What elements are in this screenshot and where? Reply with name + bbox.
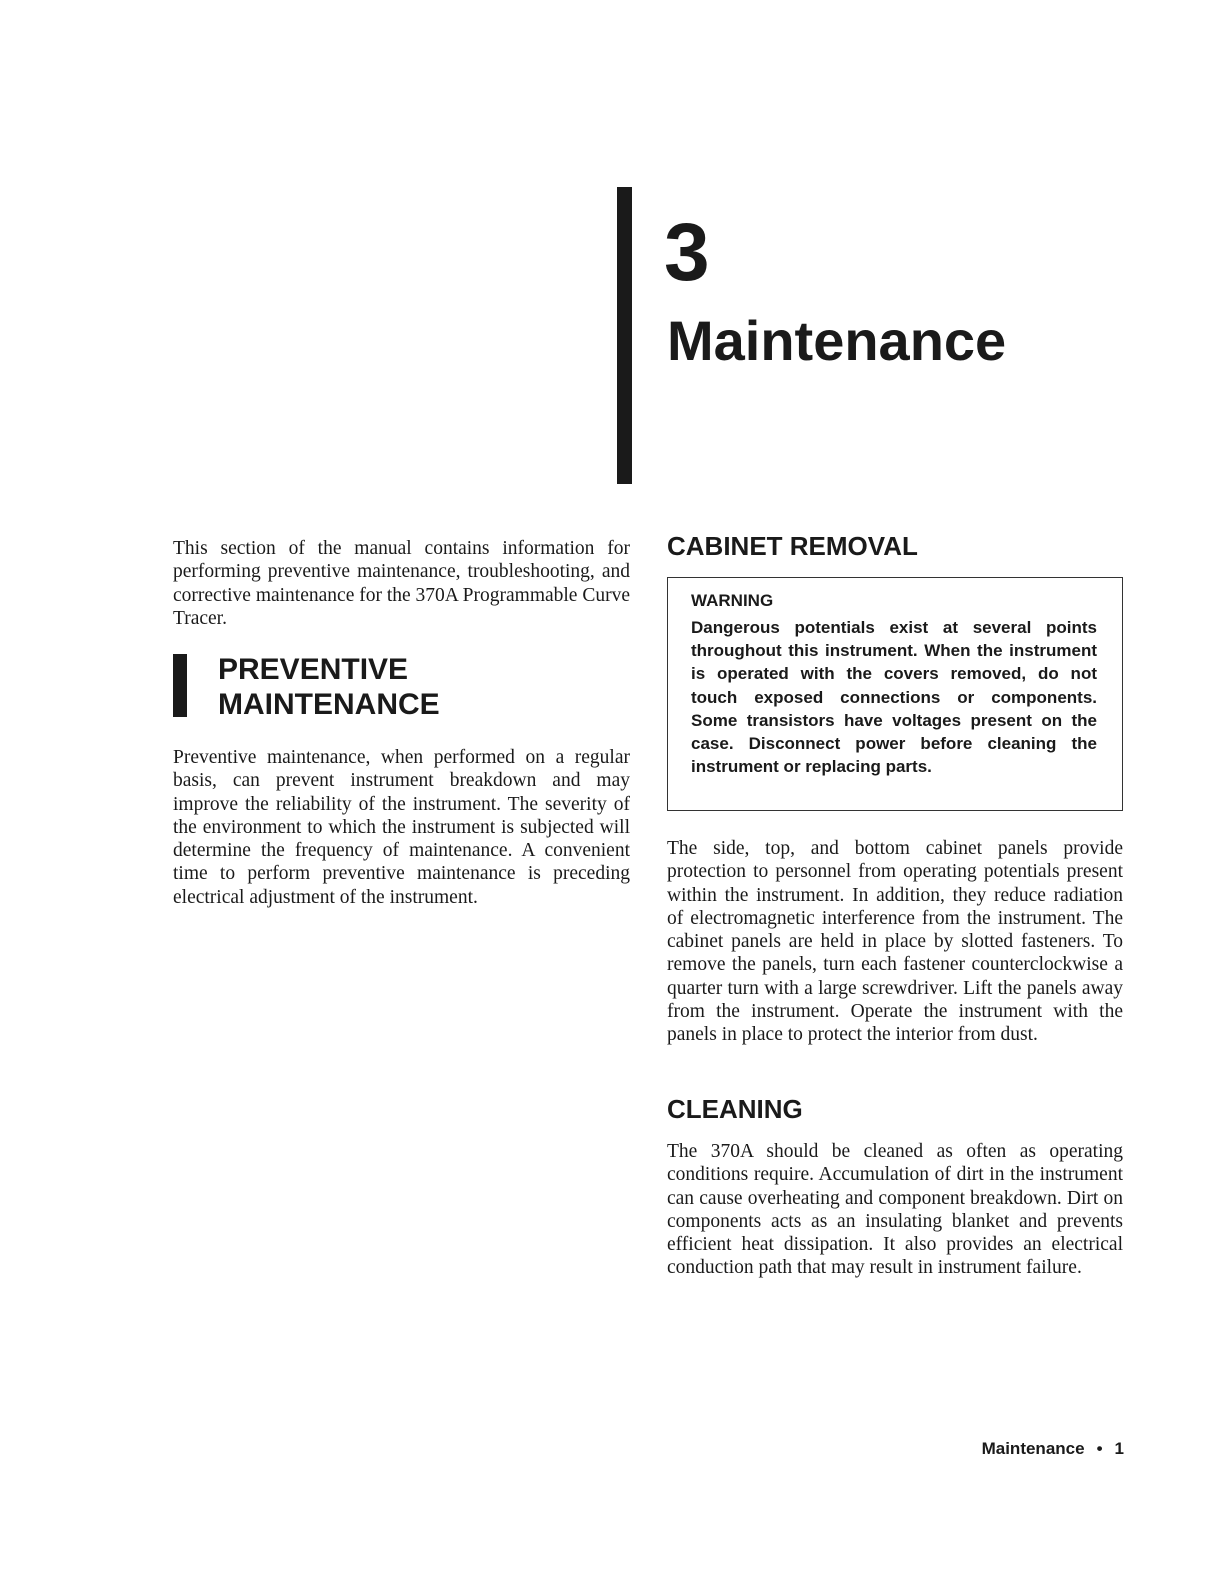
cleaning-paragraph: The 370A should be cleaned as often as operating conditions require. Accumulation of dirt in the instrument can cause overheating and component breakdown. Dirt on components acts as an insulating blanket and prevents efficient heat dissipation. It also provides an electrical conduction path that may result in instrument failure.: [667, 1141, 1123, 1279]
warning-text: Dangerous potentials exist at several points throughout this instrument. When the instrument is operated with the covers removed, do not touch exposed connections or components. Some transistors have voltages present on the case. Disconnect power before cleaning the instrument or replacing parts.: [691, 618, 1097, 777]
chapter-title: Maintenance: [667, 309, 1007, 372]
chapter-number: 3: [664, 207, 710, 298]
section-marker-bar: [173, 654, 187, 717]
preventive-maintenance-paragraph: Preventive maintenance, when performed on a regular basis, can prevent instrument breakdown and may improve the reliability of the instrument. The severity of the environment to which the instrument is subjected will determine the frequency of maintenance. A convenient time to perform preventive maintenance is preceding electrical adjustment of the instrument.: [173, 747, 630, 908]
chapter-divider-bar: [617, 187, 632, 484]
warning-title: WARNING: [691, 591, 774, 610]
cabinet-removal-heading: CABINET REMOVAL: [667, 531, 918, 561]
page-number: 1: [1114, 1439, 1124, 1458]
cleaning-heading: CLEANING: [667, 1094, 803, 1124]
intro-paragraph: This section of the manual contains information for performing preventive maintenance, troubleshooting, and corrective maintenance for the 370A Programmable Curve Tracer.: [173, 538, 630, 629]
preventive-maintenance-heading: [218, 652, 458, 722]
footer-label: Maintenance: [981, 1439, 1085, 1458]
cabinet-removal-paragraph: The side, top, and bottom cabinet panels provide protection to personnel from operating potentials present within the instrument. In addition, they reduce radiation of electromagnetic interference from the instrument. The cabinet panels are held in place by slotted fasteners. To remove the panels, turn each fastener counterclockwise a quarter turn with a large screwdriver. Lift the panels away from the instrument. Operate the instrument with the panels in place to protect the interior from dust.: [667, 838, 1123, 1046]
warning-box: [667, 577, 1123, 811]
footer-bullet: •: [1096, 1439, 1103, 1458]
page-footer: [982, 1437, 1124, 1461]
preventive-heading-text: PREVENTIVE MAINTENANCE: [218, 653, 440, 721]
